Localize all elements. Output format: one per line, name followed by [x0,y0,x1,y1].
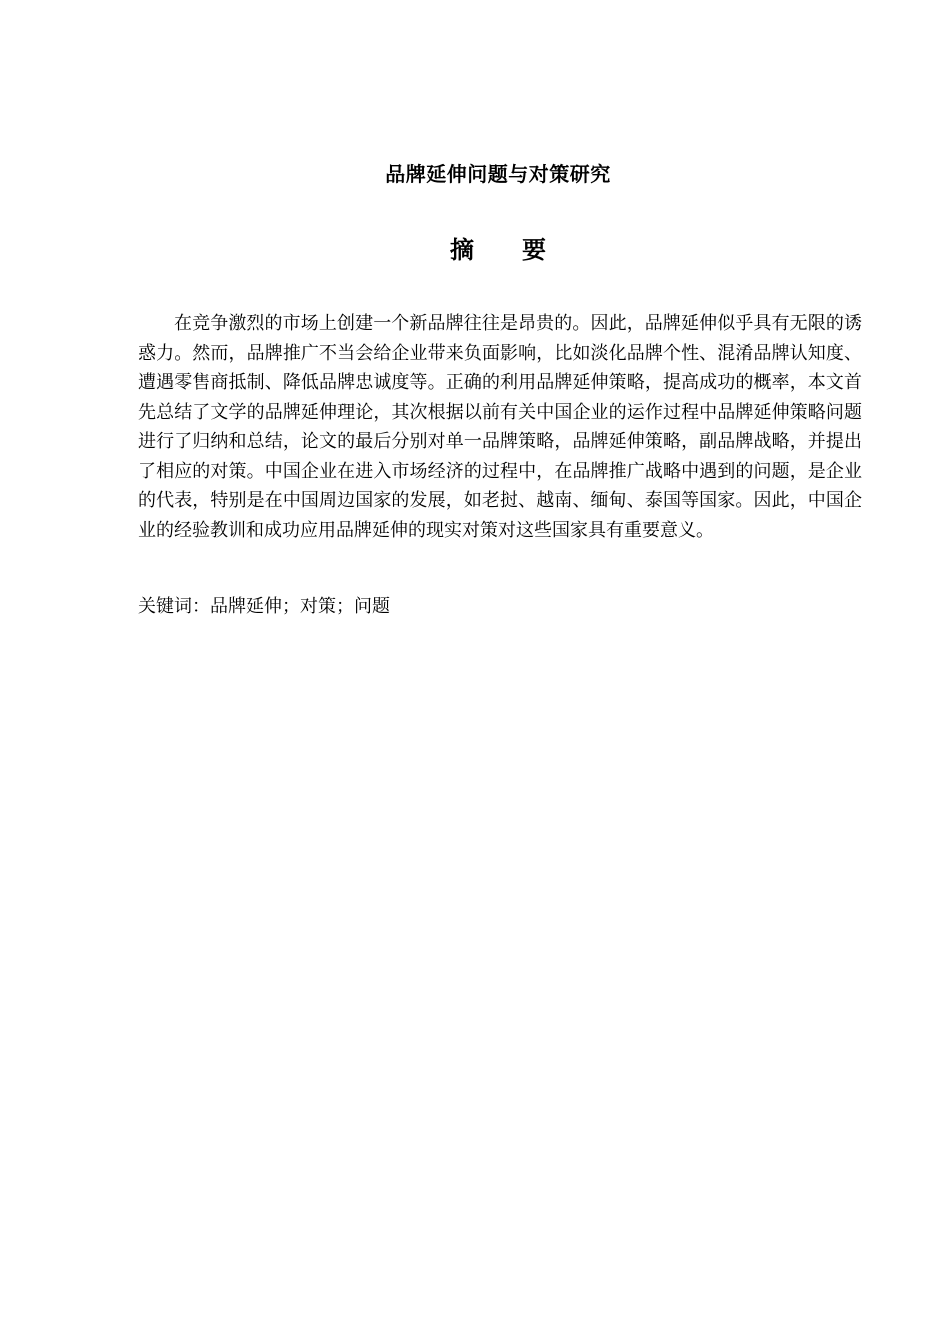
abstract-body: 在竞争激烈的市场上创建一个新品牌往往是昂贵的。因此，品牌延伸似乎具有无限的诱惑力。然而，品牌推广不当会给企业带来负面影响，比如淡化品牌个性、混淆品牌认知度、遭遇零售商抵制、降低品牌忠诚度等。正确的利用品牌延伸策略，提高成功的概率，本文首先总结了文学的品牌延伸理论，其次根据以前有关中国企业的运作过程中品牌延伸策略问题进行了归纳和总结，论文的最后分别对单一品牌策略，品牌延伸策略，副品牌战略，并提出了相应的对策。中国企业在进入市场经济的过程中，在品牌推广战略中遇到的问题，是企业的代表，特别是在中国周边国家的发展，如老挝、越南、缅甸、泰国等国家。因此，中国企业的经验教训和成功应用品牌延伸的现实对策对这些国家具有重要意义。 [138,313,862,541]
document-title: 品牌延伸问题与对策研究 [385,162,611,186]
abstract-heading: 摘要 [450,236,594,264]
keywords-line: 关键词：品牌延伸；对策；问题 [138,596,390,617]
